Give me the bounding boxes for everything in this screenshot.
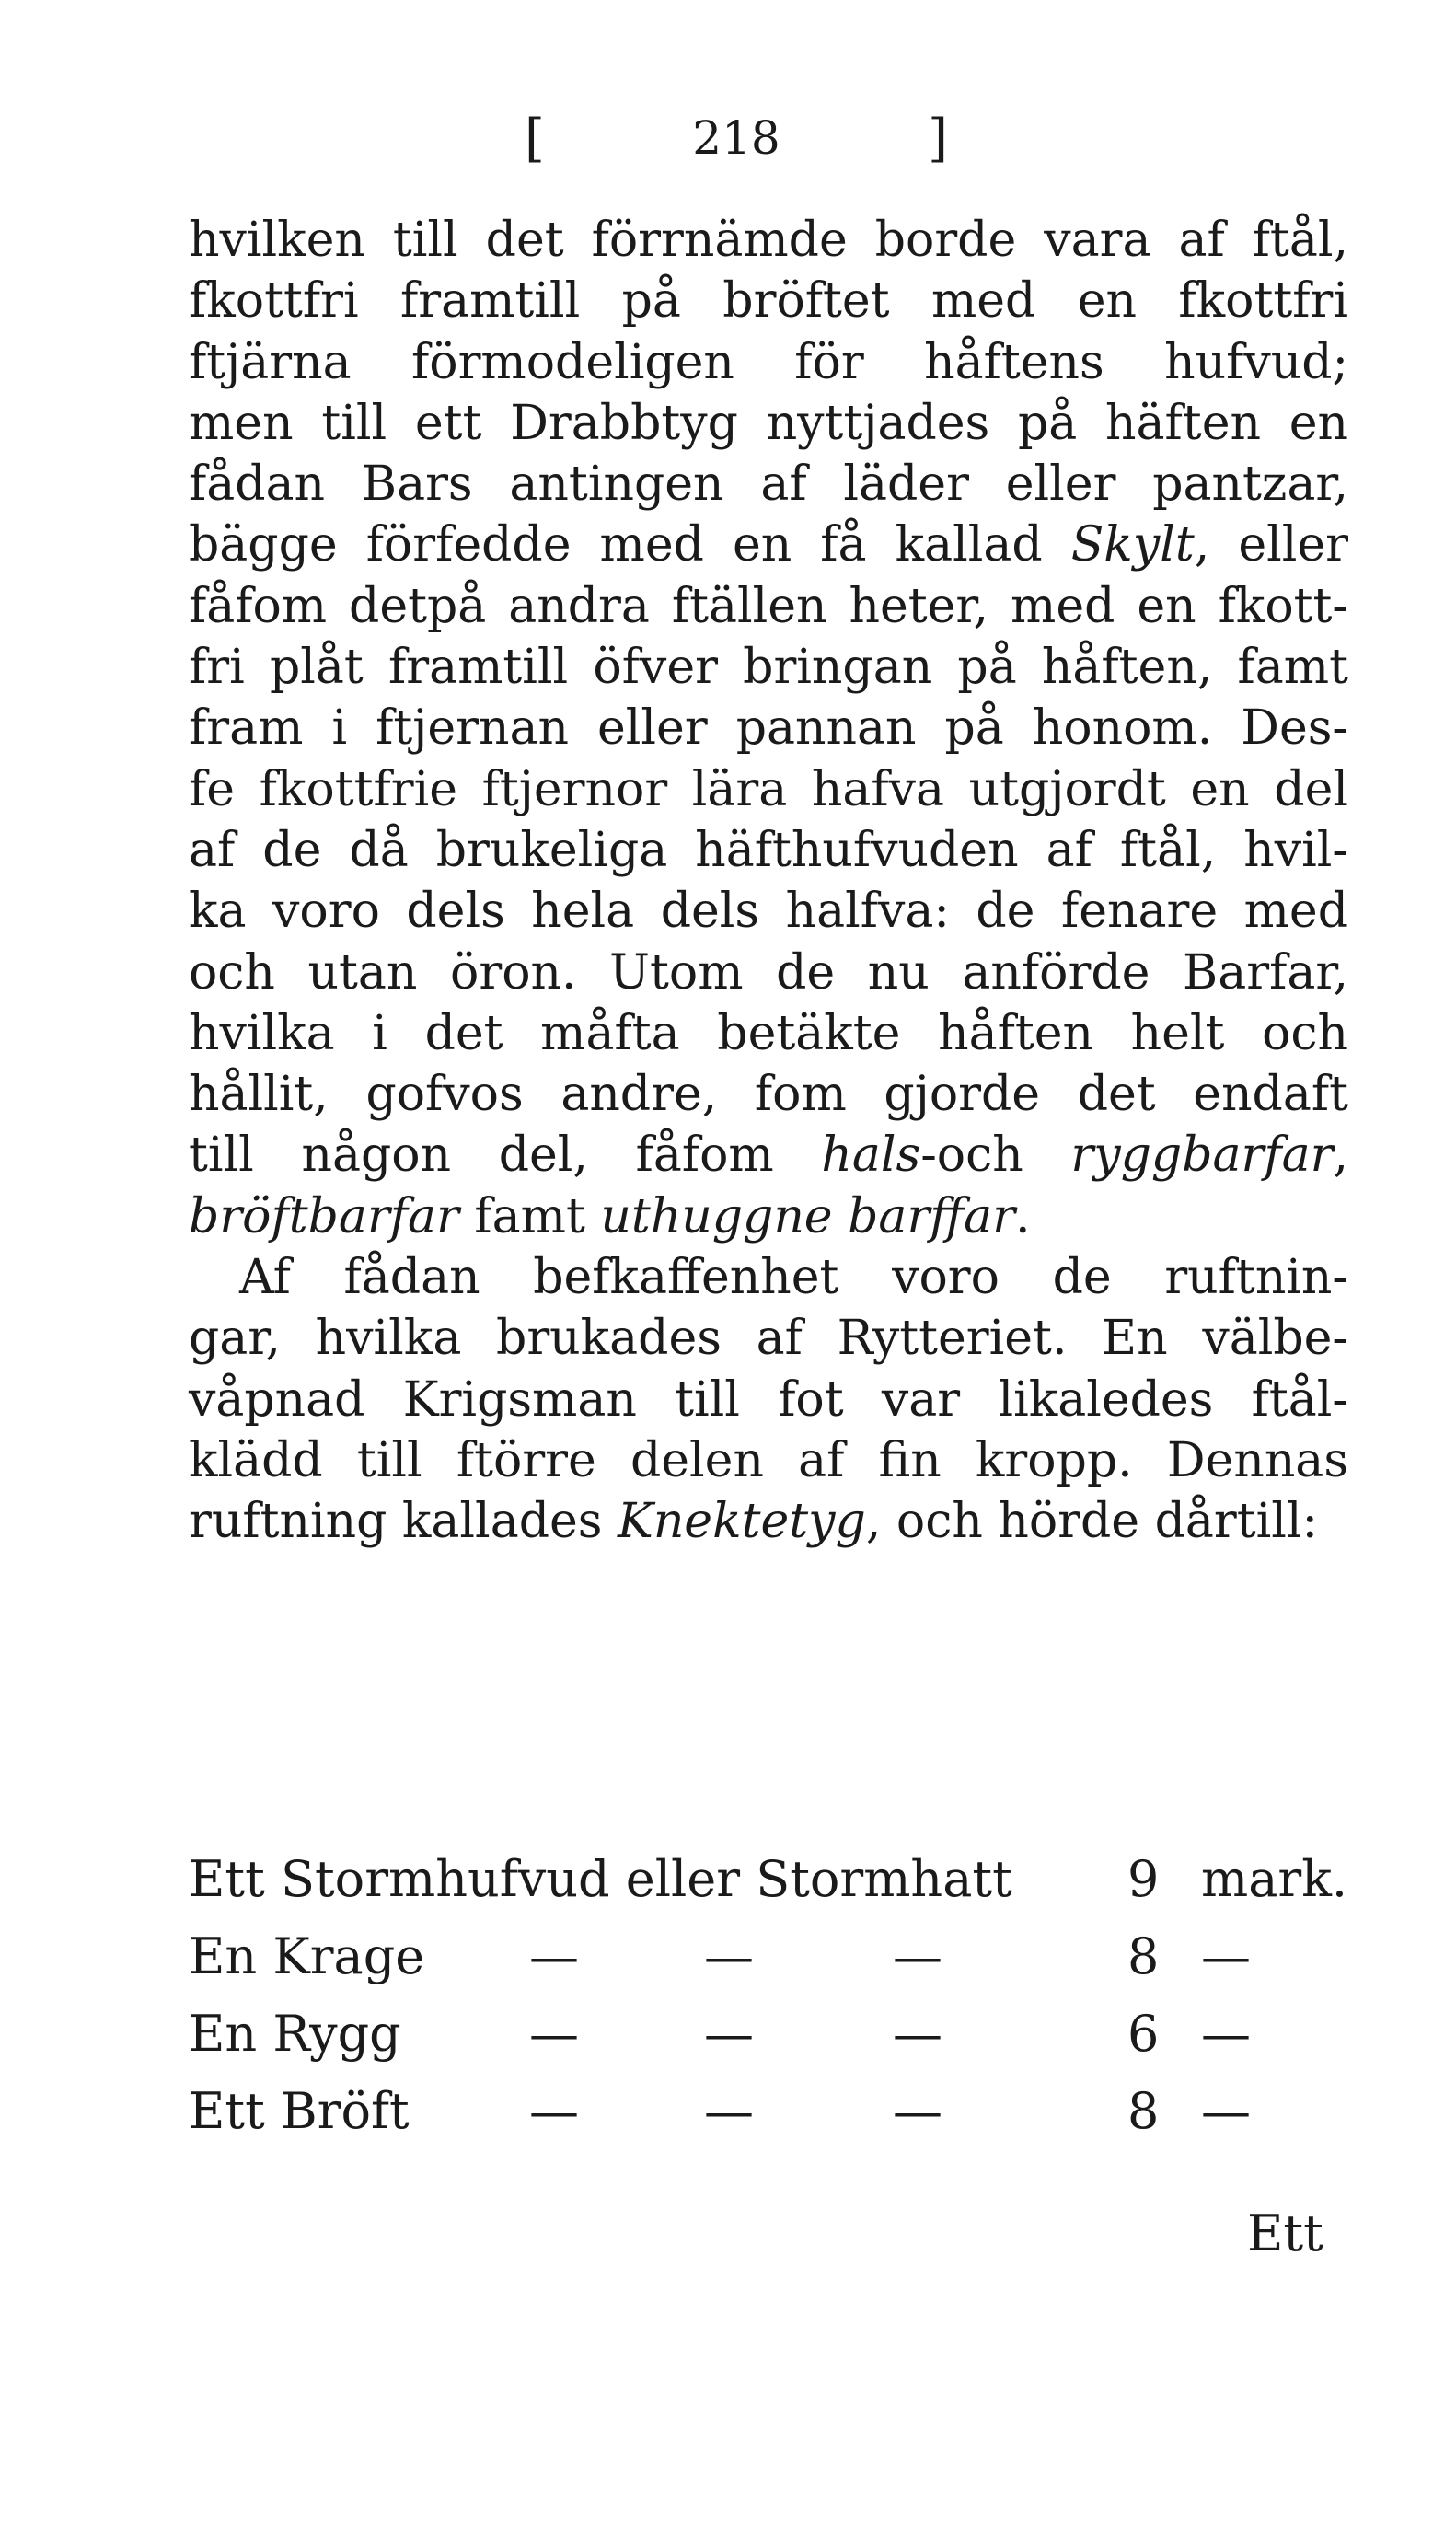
text-line [189,1003,1348,1064]
text-line [189,698,1348,758]
text-line [189,210,1348,271]
text-segment: fram i ftjernan eller pannan på honom. Des- [189,700,1348,757]
italic-term: uthuggne barffar [600,1188,1015,1244]
italic-term: hals [821,1128,921,1184]
text-segment: fe fkottfrie ftjernor lära hafva utgjordt en del [189,761,1348,817]
price-amount: 6 [1127,2005,1160,2063]
text-line [189,1491,1348,1552]
text-line [189,1064,1348,1125]
text-line [189,1247,1348,1308]
text-line [189,637,1348,698]
italic-term: Skylt [1070,517,1195,573]
bracket-right: ] [928,108,948,168]
text-line [189,1430,1348,1491]
ditto-dash: — [529,1927,579,1985]
price-row [189,1996,1348,2073]
price-row [189,2073,1348,2150]
body-text [189,210,1348,1553]
ditto-dash: — [529,2005,579,2063]
italic-term: Knektetyg [617,1494,866,1550]
price-unit: — [1201,2005,1251,2063]
text-segment: till någon del, fåfom [189,1128,822,1184]
text-segment: ftjärna förmodeligen för håftens hufvud; [189,334,1348,390]
text-line [189,332,1348,393]
text-line [189,1370,1348,1430]
text-segment: ruftning kallades [189,1494,618,1550]
price-list [189,1841,1348,2150]
ditto-dash: — [704,2082,754,2140]
text-line [189,943,1348,1003]
catchword: Ett [1247,2204,1323,2262]
ditto-dash: — [704,1927,754,1985]
item-name: Ett Bröft [189,2082,410,2140]
text-segment: fådan Bars antingen af läder eller pantzar, [189,457,1348,513]
text-segment: famt [458,1188,601,1244]
item-name: Ett Stormhufvud eller Stormhatt [189,1850,1012,1908]
text-segment: bägge förfedde med en få kallad [189,517,1071,573]
text-line [189,1125,1348,1186]
text-segment: fri plåt framtill öfver bringan på håften, famt [189,640,1348,696]
text-segment: ka voro dels hela dels halfva: de fenare med [189,884,1348,940]
text-segment: Af fådan befkaffenhet voro de ruftnin- [239,1250,1348,1306]
page-header [525,92,948,184]
text-line [189,515,1348,575]
text-line [189,1308,1348,1369]
item-name: En Rygg [189,2005,401,2063]
text-segment: af de då brukeliga häfthufvuden af ftål, hvil- [189,822,1348,878]
text-segment: -och [920,1128,1071,1184]
text-line [189,271,1348,331]
price-unit: — [1201,1927,1251,1985]
text-line [189,1186,1348,1247]
text-line [189,393,1348,454]
text-segment: klädd till ftörre delen af fin kropp. Dennas [189,1432,1348,1488]
text-segment: och utan öron. Utom de nu anförde Barfar, [189,944,1348,1001]
price-amount: 8 [1127,1927,1160,1985]
text-segment: fåfom detpå andra ftällen heter, med en fkott- [189,578,1348,634]
text-line [189,881,1348,942]
ditto-dash: — [893,2082,942,2140]
text-line [189,454,1348,515]
page-number: 218 [692,111,780,165]
text-segment: , och hörde dårtill: [865,1494,1319,1550]
text-segment: , eller [1194,517,1348,573]
ditto-dash: — [893,1927,942,1985]
price-unit: — [1201,2082,1251,2140]
text-segment: , [1333,1128,1348,1184]
text-line [189,759,1348,820]
text-segment: gar, hvilka brukades af Rytteriet. En välbe- [189,1311,1348,1367]
price-unit: mark. [1201,1850,1348,1908]
ditto-dash: — [893,2005,942,2063]
price-amount: 8 [1127,2082,1160,2140]
bracket-left: [ [525,108,545,168]
italic-term: ryggbarfar [1070,1128,1334,1184]
italic-term: bröftbarfar [189,1188,459,1244]
ditto-dash: — [529,2082,579,2140]
text-segment: hållit, gofvos andre, fom gjorde det endaft [189,1067,1348,1123]
text-segment: våpnad Krigsman till fot var likaledes ftål- [189,1371,1348,1428]
text-segment: . [1014,1188,1031,1244]
text-line [189,576,1348,637]
price-row [189,1841,1348,1918]
text-segment: hvilken till det förrnämde borde vara af ftål, [189,213,1348,268]
text-line [189,820,1348,881]
text-segment: fkottfri framtill på bröftet med en fkottfri [189,273,1348,330]
text-segment: hvilka i det måfta betäkte håften helt och [189,1005,1348,1061]
ditto-dash: — [704,2005,754,2063]
price-amount: 9 [1127,1850,1160,1908]
price-row [189,1918,1348,1996]
text-segment: men till ett Drabbtyg nyttjades på häften en [189,395,1348,451]
item-name: En Krage [189,1927,425,1985]
